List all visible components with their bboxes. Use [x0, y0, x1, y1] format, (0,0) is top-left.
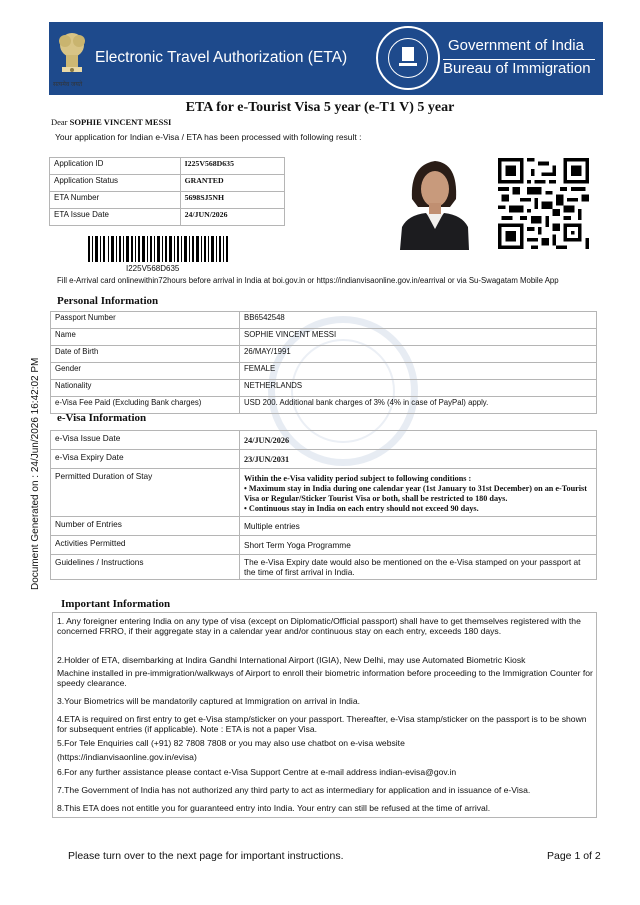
- barcode: [88, 236, 228, 262]
- guidelines-value: The e-Visa Expiry date would also be mentioned on the e-Visa stamped on your passport at the time of first arrival in India.: [240, 555, 597, 580]
- stay-label: Permitted Duration of Stay: [51, 469, 240, 517]
- important-item-5-cont: (https://indianvisaonline.gov.in/evisa): [57, 752, 197, 762]
- evisa-info-table: [50, 430, 597, 580]
- seal-emblem: [388, 38, 428, 78]
- table-row: [51, 397, 597, 414]
- footer-instruction: Please turn over to the next page for important instructions.: [68, 850, 344, 862]
- header-left-title: Electronic Travel Authorization (ETA): [95, 49, 348, 66]
- table-row: [51, 555, 597, 580]
- table-row: [51, 329, 597, 346]
- stay-condition-1: • Maximum stay in India during one calendar year (1st January to 31st December) on an e-Tourist Visa or Regular/Sticker Tourist Visa or both, shall be restricted to 180 days.: [244, 484, 587, 503]
- application-status-label: Application Status: [50, 175, 181, 192]
- application-status-value: GRANTED: [180, 175, 284, 192]
- important-item-6: 6.For any further assistance please contact e-Visa Support Centre at e-mail address indian-evisa@gov.in: [57, 767, 457, 777]
- evisa-info-heading: e-Visa Information: [57, 412, 147, 424]
- table-row: [51, 312, 597, 329]
- important-item-2: 2.Holder of ETA, disembarking at Indira Gandhi International Airport (IGIA), New Delhi, may use Automated Biometric Kiosk: [57, 655, 526, 665]
- header-banner: [49, 22, 603, 95]
- table-row: [51, 346, 597, 363]
- table-row: [50, 175, 285, 192]
- generated-timestamp: Document Generated on : 24/Jun/2026 16:42:02 PM: [30, 357, 41, 590]
- page-number: Page 1 of 2: [547, 850, 601, 862]
- stay-conditions: [240, 469, 597, 517]
- table-row: [51, 380, 597, 397]
- eta-number-value: 5698SJ5NH: [180, 192, 284, 209]
- name-label: Name: [51, 329, 240, 346]
- applicant-photo: [398, 147, 471, 250]
- table-row: [50, 192, 285, 209]
- table-row: [50, 158, 285, 175]
- bureau-seal-icon: [376, 26, 440, 90]
- activities-value: Short Term Yoga Programme: [240, 536, 597, 555]
- evisa-issue-date-value: 24/JUN/2026: [240, 431, 597, 450]
- evisa-issue-date-label: e-Visa Issue Date: [51, 431, 240, 450]
- table-row: [51, 469, 597, 517]
- applicant-name: SOPHIE VINCENT MESSI: [69, 117, 172, 127]
- application-id-label: Application ID: [50, 158, 181, 175]
- stay-condition-intro: Within the e-Visa validity period subject to following conditions :: [244, 474, 472, 483]
- seal-emblem-icon: [389, 39, 427, 77]
- barcode-label: I225V568D635: [126, 264, 180, 273]
- table-row: [51, 363, 597, 380]
- table-row: [51, 536, 597, 555]
- greeting-prefix: Dear: [51, 117, 70, 127]
- eta-issue-date-label: ETA Issue Date: [50, 209, 181, 226]
- evisa-expiry-date-label: e-Visa Expiry Date: [51, 450, 240, 469]
- application-table: [49, 157, 285, 226]
- table-row: [51, 517, 597, 536]
- activities-label: Activities Permitted: [51, 536, 240, 555]
- eta-number-label: ETA Number: [50, 192, 181, 209]
- document-title: ETA for e-Tourist Visa 5 year (e-T1 V) 5 year: [185, 100, 455, 115]
- table-row: [51, 450, 597, 469]
- result-intro: Your application for Indian e-Visa / ETA has been processed with following result :: [55, 132, 362, 142]
- important-item-3: 3.Your Biometrics will be mandatorily captured at Immigration on arrival in India.: [57, 696, 360, 706]
- greeting: [51, 117, 171, 127]
- header-right-title-1: Government of India: [448, 37, 584, 54]
- important-item-8: 8.This ETA does not entitle you for guaranteed entry into India. Your entry can still be refused at the time of arrival.: [57, 803, 491, 813]
- stay-condition-2: • Continuous stay in India on each entry should not exceed 90 days.: [244, 504, 479, 513]
- important-item-2-cont: Machine installed in pre-immigration/walkways of Airport to enroll their biometric information before proceeding to the Immigration Counter for speedy clearance.: [57, 668, 593, 688]
- personal-info-heading: Personal Information: [57, 295, 159, 307]
- application-id-value: I225V568D635: [180, 158, 284, 175]
- fee-value: USD 200. Additional bank charges of 3% (4% in case of PayPal) apply.: [240, 397, 597, 414]
- important-item-1: 1. Any foreigner entering India on any type of visa (except on Diplomatic/Official passport) shall have to get themselves registered with the concerned FRRO, if their aggregate stay in a calendar year and/or continuous stay on each entry, exceeds 180 days.: [57, 616, 581, 636]
- dob-value: 26/MAY/1991: [240, 346, 597, 363]
- evisa-expiry-date-value: 23/JUN/2031: [240, 450, 597, 469]
- personal-info-table: [50, 311, 597, 414]
- passport-number-value: BB6542548: [240, 312, 597, 329]
- header-right-title-2: Bureau of Immigration: [443, 60, 591, 77]
- eta-issue-date-value: 24/JUN/2026: [180, 209, 284, 226]
- gender-value: FEMALE: [240, 363, 597, 380]
- guidelines-label: Guidelines / Instructions: [51, 555, 240, 580]
- nationality-value: NETHERLANDS: [240, 380, 597, 397]
- passport-number-label: Passport Number: [51, 312, 240, 329]
- arrival-card-note: Fill e-Arrival card onlinewithin72hours before arrival in India at boi.gov.in or https://indianvisaonline.gov.in/earrival or via Su-Swagatam Mobile App: [57, 276, 559, 285]
- name-value: SOPHIE VINCENT MESSI: [240, 329, 597, 346]
- table-row: [51, 431, 597, 450]
- important-item-4: 4.ETA is required on first entry to get e-Visa stamp/sticker on your passport. Thereafter, e-Visa stamp/sticker on the passport is to be shown for subsequent entries (if applicable). Note : ETA is not a paper Visa.: [57, 714, 587, 734]
- emblem-motto: सत्यमेव जयते: [53, 82, 83, 88]
- important-info-heading: Important Information: [61, 598, 171, 610]
- gender-label: Gender: [51, 363, 240, 380]
- fee-label: e-Visa Fee Paid (Excluding Bank charges): [51, 397, 240, 414]
- nationality-label: Nationality: [51, 380, 240, 397]
- entries-value: Multiple entries: [240, 517, 597, 536]
- qr-code: [498, 158, 589, 249]
- entries-label: Number of Entries: [51, 517, 240, 536]
- important-item-5: 5.For Tele Enquiries call (+91) 82 7808 7808 or you may also use chatbot on e-visa website: [57, 738, 405, 748]
- dob-label: Date of Birth: [51, 346, 240, 363]
- important-item-7: 7.The Government of India has not authorized any third party to act as intermediary for application and in issuance of e-Visa.: [57, 785, 531, 795]
- table-row: [50, 209, 285, 226]
